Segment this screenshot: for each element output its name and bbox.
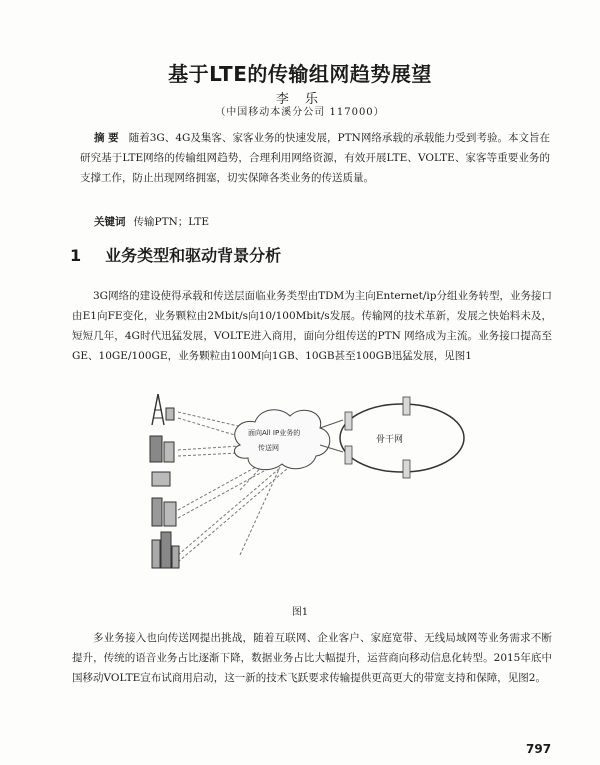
backbone-router-icon [345,446,352,464]
keywords-label: 关键词 [94,216,126,228]
abstract-text: 随着3G、4G及集客、家客业务的快速发展，PTN网络承载的承载能力受到考验。本文旨在研究基于LTE网络的传输组网趋势，合理利用网络资源，有效开展LTE、VOLTE、家客等重要业务的支撑工作，防止出现网络拥塞，切实保障各类业务的传送质量。 [80,132,551,184]
section-heading [70,243,281,266]
backbone-label: 骨干网 [376,435,404,445]
building-icon [152,532,179,568]
author-affiliation: （中国移动本溪分公司 117000） [215,107,385,118]
keywords-text: 传输PTN；LTE [133,216,210,228]
figure-1-network-diagram [140,390,470,595]
section-title: 业务类型和驱动背景分析 [105,246,282,265]
server-rack-icon [152,498,176,526]
cloud-label-line2: 传送网 [258,444,279,452]
section-number: 1 [70,246,82,265]
backbone-router-icon [403,460,410,478]
abstract-label: 摘 要 [94,132,119,144]
body-paragraph-1: 3G网络的建设使得承载和传送层面临业务类型由TDM为主向Enternet/ip分组业务转型，业务接口由E1向FE变化，业务颗粒由2Mbit/s向10/100Mbit/s发展。传输网的技术革新，发展之快始料未及，短短几年，4G时代迅猛发展，VOLTE进入商用，面向分组传送的PTN 网络成为主流。业务接口提高至GE、10GE/100GE，业务颗粒由100M向1GB、10GB甚至100GB迅猛发展，见图1 [72,290,552,362]
figure-1-caption: 图1 [291,607,309,618]
page-number: 797 [526,742,552,756]
body-paragraph-2: 多业务接入也向传送网提出挑战，随着互联网、企业客户、家庭宽带、无线局域网等业务需求不断提升，传统的语音业务占比逐渐下降，数据业务占比大幅提升，运营商向移动信息化转型。2015年底中国移动VOLTE宣布试商用启动，这一新的技术飞跃要求传输提供更高更大的带宽支持和保障，见图2。 [72,632,552,684]
backbone-router-icon [403,397,410,415]
tower-icon [152,394,174,425]
abstract [80,128,550,188]
backbone-router-icon [345,412,352,430]
keywords [94,214,209,229]
transport-network-cloud [234,410,329,470]
base-station-icon [150,436,174,486]
paper-title: 基于LTE的传输组网趋势展望 [168,62,432,86]
cloud-label-line1: 面向All IP业务的 [248,429,301,437]
author-name: 李 乐 [275,92,325,107]
